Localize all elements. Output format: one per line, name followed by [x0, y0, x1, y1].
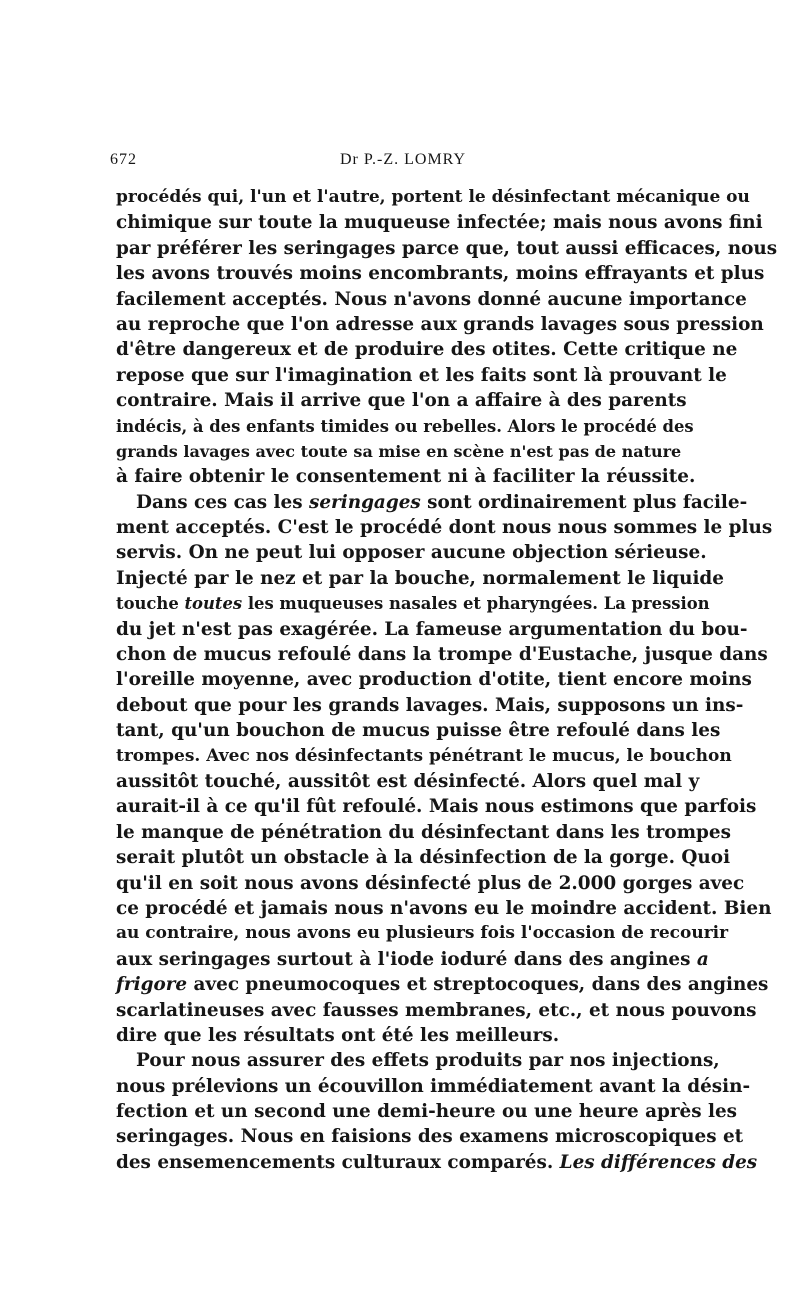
text-line: au reproche que l'on adresse aux grands lavages sous pression [116, 313, 764, 335]
text-line: ce procédé et jamais nous n'avons eu le moindre accident. Bien [116, 897, 772, 919]
text-line: grands lavages avec toute sa mise en scène n'est pas de nature [116, 441, 682, 461]
text-line: Injecté par le nez et par la bouche, normalement le liquide [116, 567, 724, 589]
text-line [116, 591, 710, 616]
text-line: contraire. Mais il arrive que l'on a affaire à des parents [116, 390, 687, 412]
text-line: trompes. Avec nos désinfectants pénétrant le mucus, le bouchon [116, 745, 732, 766]
text-line: le manque de pénétration du désinfectant dans les trompes [116, 821, 731, 843]
text-line: facilement acceptés. Nous n'avons donné aucune importance [116, 288, 747, 310]
text-line: repose que sur l'imagination et les faits sont là prouvant le [116, 364, 727, 386]
text-run: touche [116, 594, 185, 614]
text-line: du jet n'est pas exagérée. La fameuse argumentation du bou- [116, 618, 748, 640]
text-line: l'oreille moyenne, avec production d'otite, tient encore moins [116, 669, 752, 691]
text-line [116, 947, 709, 972]
text-line: à faire obtenir le consentement ni à faciliter la réussite. [116, 466, 696, 488]
text-run: Dans ces cas les [136, 491, 309, 513]
text-line: fection et un second une demi-heure ou une heure après les [116, 1101, 738, 1123]
text-line: serait plutôt un obstacle à la désinfection de la gorge. Quoi [116, 847, 731, 869]
text-run: avec pneumocoques et streptocoques, dans des angines [187, 974, 769, 996]
text-line: chon de mucus refoulé dans la trompe d'Eustache, jusque dans [116, 644, 768, 666]
text-line: servis. On ne peut lui opposer aucune objection sérieuse. [116, 542, 707, 564]
text-line: scarlatineuses avec fausses membranes, etc., et nous pouvons [116, 999, 757, 1021]
text-line: d'être dangereux et de produire des otites. Cette critique ne [116, 339, 738, 361]
text-line: par préférer les seringages parce que, tout aussi efficaces, nous [116, 237, 778, 259]
text-line: aurait-il à ce qu'il fût refoulé. Mais nous estimons que parfois [116, 796, 757, 818]
text-line [116, 490, 748, 515]
running-head: Dr P.-Z. LOMRY [340, 151, 467, 168]
text-line: indécis, à des enfants timides ou rebelles. Alors le procédé des [116, 416, 694, 436]
text-line: dire que les résultats ont été les meilleurs. [116, 1024, 560, 1046]
text-line: les avons trouvés moins encombrants, moins effrayants et plus [116, 263, 765, 285]
text-run: des ensemencements culturaux comparés. [116, 1151, 560, 1173]
text-line: qu'il en soit nous avons désinfecté plus de 2.000 gorges avec [116, 872, 745, 894]
italic-text: toutes [184, 594, 243, 614]
text-line: Pour nous assurer des effets produits par nos injections, [136, 1050, 720, 1072]
text-line [116, 1150, 758, 1175]
body-text [116, 185, 778, 1175]
text-line: chimique sur toute la muqueuse infectée; mais nous avons fini [116, 212, 763, 234]
text-line: procédés qui, l'un et l'autre, portent le désinfectant mécanique ou [116, 187, 750, 207]
italic-text: frigore [116, 974, 188, 996]
page-header [110, 151, 670, 175]
text-line: ment acceptés. C'est le procédé dont nous nous sommes le plus [116, 517, 773, 539]
text-run: aux seringages surtout à l'iode ioduré dans des angines [116, 948, 697, 970]
page-number: 672 [110, 151, 137, 168]
text-line: aussitôt touché, aussitôt est désinfecté. Alors quel mal y [116, 770, 700, 792]
text-line: nous prélevions un écouvillon immédiatement avant la désin- [116, 1075, 751, 1097]
text-line: seringages. Nous en faisions des examens microscopiques et [116, 1126, 744, 1148]
italic-text: a [696, 948, 709, 970]
text-line [116, 972, 769, 997]
italic-text: Les différences des [559, 1151, 758, 1173]
text-line: debout que pour les grands lavages. Mais, supposons un ins- [116, 694, 744, 716]
text-run: sont ordinairement plus facile- [420, 491, 748, 513]
text-line: au contraire, nous avons eu plusieurs fois l'occasion de recourir [116, 923, 729, 944]
text-line: tant, qu'un bouchon de mucus puisse être refoulé dans les [116, 720, 721, 742]
text-run: les muqueuses nasales et pharyngées. La pression [242, 594, 710, 614]
italic-text: seringages [308, 491, 421, 513]
